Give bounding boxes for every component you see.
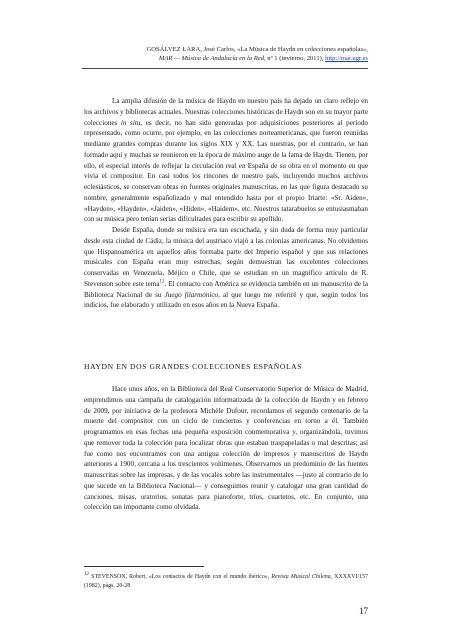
footnote-rule	[84, 566, 204, 567]
paragraph	[84, 96, 368, 225]
header-authors: GOSÁLVEZ LARA, José Carlos, «La Música de Haydn en colecciones españolas»,	[146, 46, 368, 53]
running-header	[80, 45, 368, 63]
header-line-1	[80, 45, 368, 54]
paragraph-italic: Juego filarmónico	[164, 290, 219, 299]
section-heading: HAYDN EN DOS GRANDES COLECCIONES ESPAÑOLAS	[84, 362, 303, 371]
paragraph-text: Desde España, donde su música era tan escuchada, y sin duda de forma muy particular desde esta ciudad de Cádiz, la música del austriaco viajó a las colonias americanas. No olvidemos que Hispanoamérica en aquellos años formaba parte del Imperio español y que sus relaciones musicales con España eran muy estrechas, según demuestran las excelentes colecciones conservadas en Venezuela, Méjico o Chile, que se estudian en un magnífico artículo de R. Stevenson sobre este tema	[84, 226, 368, 288]
intro-text	[84, 96, 368, 311]
section-text	[84, 384, 368, 513]
header-rule	[82, 68, 368, 69]
paragraph-text: La amplia difusión de la música de Haydn en nuestro país ha dejado un claro reflejo en los archivos y bibliotecas actuales. Nuestras colecciones históricas de Haydn son en su mayor parte colecciones	[84, 97, 368, 127]
page-number: 17	[359, 606, 368, 616]
footnote-author: STEVENSON, Robert,	[89, 574, 149, 580]
paragraph	[84, 225, 368, 311]
paragraph: Hace unos años, en la Biblioteca del Real Conservatorio Superior de Música de Madrid, emprendimos una campaña de catalogación informatizada de la colección de Haydn y en febrero de 2009, por iniciativa de la profesora Michèle Dufour, recordamos el segundo centenario de la muerte del compositor con un ciclo de conciertos y conferencias en torno a él. También programamos en esas fechas una pequeña exposición conmemorativa y, organizándola, tuvimos que remover toda la colección para localizar obras que estaban traspapeladas o mal descritas; así fue como nos encontramos con una antigua colección de impresos y manuscritos de Haydn anteriores a 1900, cercana a los trescientos volúmenes. Observamos un predominio de las fuentes manuscritas sobre las impresas, y de las vocales sobre las instrumentales —justo al contrario de lo que sucede en la Biblioteca Nacional— y conseguimos reunir y catalogar una gran cantidad de canciones, misas, oratorios, sonatas para pianoforte, tríos, cuartetos, etc. En conjunto, una colección tan importante como olvidada.	[84, 385, 368, 512]
footnote-marker: 12	[84, 572, 89, 578]
paragraph-text: , al que luego me referiré y que, según todos los indicios, fue elaborado y utilizado en esos años en la Nueva España.	[84, 290, 368, 310]
paragraph-text: , es decir, no han sido generadas por adquisiciones posteriores al período representado, como ocurre, por ejemplo, en las colecciones norteamericanas, que fueron reunidas mediante grandes compras durante los siglos XIX y XX. Las nuestras, por el contrario, se han formado aquí y muchas se reunieron en la época de máximo auge de la fama de Haydn. Tienen, por ello, el especial interés de reflejar la circulación real en España de su obra en el momento en que vivía el compositor. En casi todos los rincones de nuestro país, incluyendo muchos archivos eclesiásticos, se conservan obras en fuentes originales manuscritas, en las que figura destacado su nombre, generalmente españolizado y mal entendido hasta por el propio Iriarte: «Sr. Aiden», «Hayden», «Hayden», «Jaiden», «Hiden», «Haidem», etc. Nuestros tatarabuelos se entusiasmaban con su música pero tenían serias dificultades para escribir su apellido.	[84, 118, 368, 224]
footnote	[84, 573, 368, 590]
footnote-reference[interactable]: 12	[159, 279, 165, 285]
header-journal: MAR — Música de Andalucía en la Red	[158, 55, 264, 62]
paragraph-italic: in situ	[120, 118, 141, 127]
header-url-link[interactable]: http://mar.ugr.es	[325, 55, 368, 62]
footnote-details: , XXXXVI/157 (1982), págs. 20-28	[84, 574, 368, 589]
footnote-title: «Los contactos de Haydn con el mundo ibérico»,	[148, 574, 272, 580]
header-issue: , nº 1 (invierno, 2011),	[264, 55, 326, 62]
paragraph-text: . El contacto con América se evidencia también en un manuscrito de la Biblioteca Nacional de su	[84, 279, 368, 299]
header-line-2	[80, 54, 368, 63]
footnote-journal: Revista Musical Chilena	[271, 574, 331, 580]
